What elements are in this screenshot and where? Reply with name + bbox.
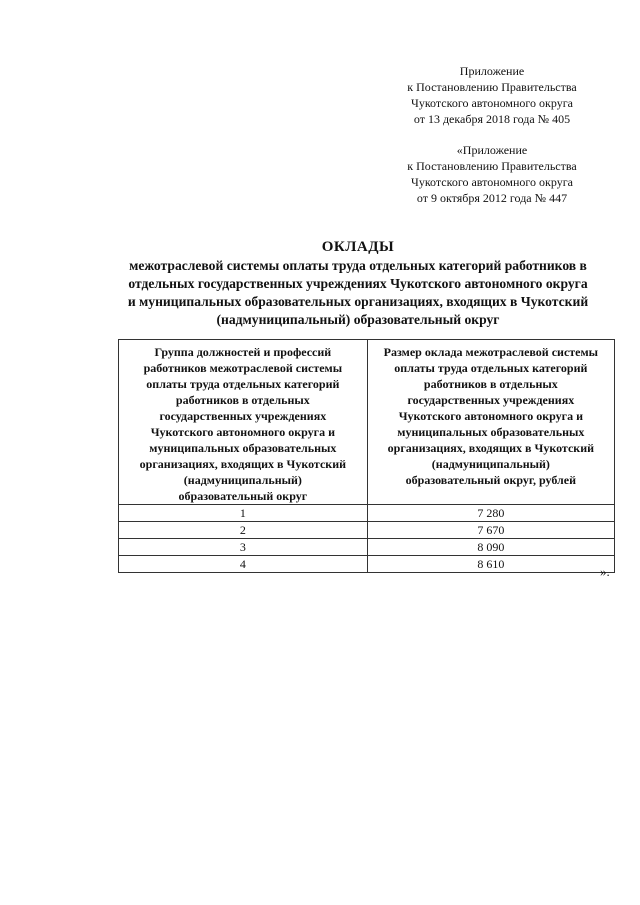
salary-cell: 8 090 <box>367 539 614 556</box>
table-row <box>119 539 615 556</box>
document-subtitle <box>84 257 632 329</box>
header-group <box>119 340 368 505</box>
table-row <box>119 505 615 522</box>
subtitle-line: отдельных государственных учреждениях Чукотского автономного округа <box>128 276 588 291</box>
header-line: государственных учреждениях <box>159 409 327 423</box>
group-cell: 4 <box>119 556 368 573</box>
header-line: оплаты труда отдельных категорий <box>146 377 340 391</box>
header-line: Размер оклада межотраслевой системы <box>383 345 599 359</box>
header-line: муниципальных образовательных <box>149 441 337 455</box>
header-line: работников в отдельных <box>175 393 310 407</box>
header-line: Группа должностей и профессий <box>154 345 332 359</box>
salary-cell: 7 280 <box>367 505 614 522</box>
salary-cell: 7 670 <box>367 522 614 539</box>
salary-cell: 8 610 <box>367 556 614 573</box>
attachment-original-block <box>378 142 606 206</box>
header-line: оплаты труда отдельных категорий <box>394 361 588 375</box>
attachment-line: Чукотского автономного округа <box>411 96 573 110</box>
header-line: организациях, входящих в Чукотский <box>387 441 595 455</box>
header-line: (надмуниципальный) <box>183 473 302 487</box>
attachment-line: Приложение <box>459 64 525 78</box>
attachment-date-line: от 13 декабря 2018 года № 405 <box>413 112 571 126</box>
header-line: образовательный округ <box>178 489 308 503</box>
header-line: работников межотраслевой системы <box>143 361 343 375</box>
document-title: ОКЛАДЫ <box>321 239 395 255</box>
salary-table <box>118 339 615 573</box>
attachment-line: Чукотского автономного округа <box>411 175 573 189</box>
group-cell: 1 <box>119 505 368 522</box>
table-row <box>119 556 615 573</box>
subtitle-line: (надмуниципальный) образовательный округ <box>216 312 500 327</box>
header-salary <box>367 340 614 505</box>
table-row <box>119 522 615 539</box>
table-header-row <box>119 340 615 505</box>
attachment-date-line: от 9 октября 2012 года № 447 <box>416 191 568 205</box>
group-cell: 3 <box>119 539 368 556</box>
header-line: организациях, входящих в Чукотский <box>139 457 347 471</box>
subtitle-line: и муниципальных образовательных организациях, входящих в Чукотский <box>127 294 589 309</box>
header-line: Чукотского автономного округа и <box>150 425 335 439</box>
subtitle-line: межотраслевой системы оплаты труда отдельных категорий работников в <box>129 258 587 273</box>
header-line: работников в отдельных <box>423 377 558 391</box>
document-title-block <box>84 237 632 329</box>
attachment-line: «Приложение <box>456 143 528 157</box>
group-cell: 2 <box>119 522 368 539</box>
header-line: Чукотского автономного округа и <box>398 409 583 423</box>
attachment-current-block <box>378 63 606 127</box>
header-line: государственных учреждениях <box>407 393 575 407</box>
header-line: (надмуниципальный) <box>431 457 550 471</box>
header-line: образовательный округ, рублей <box>405 473 577 487</box>
attachment-line: к Постановлению Правительства <box>407 80 577 94</box>
attachment-line: к Постановлению Правительства <box>407 159 577 173</box>
header-line: муниципальных образовательных <box>397 425 585 439</box>
closing-quote-mark: ». <box>600 564 610 579</box>
